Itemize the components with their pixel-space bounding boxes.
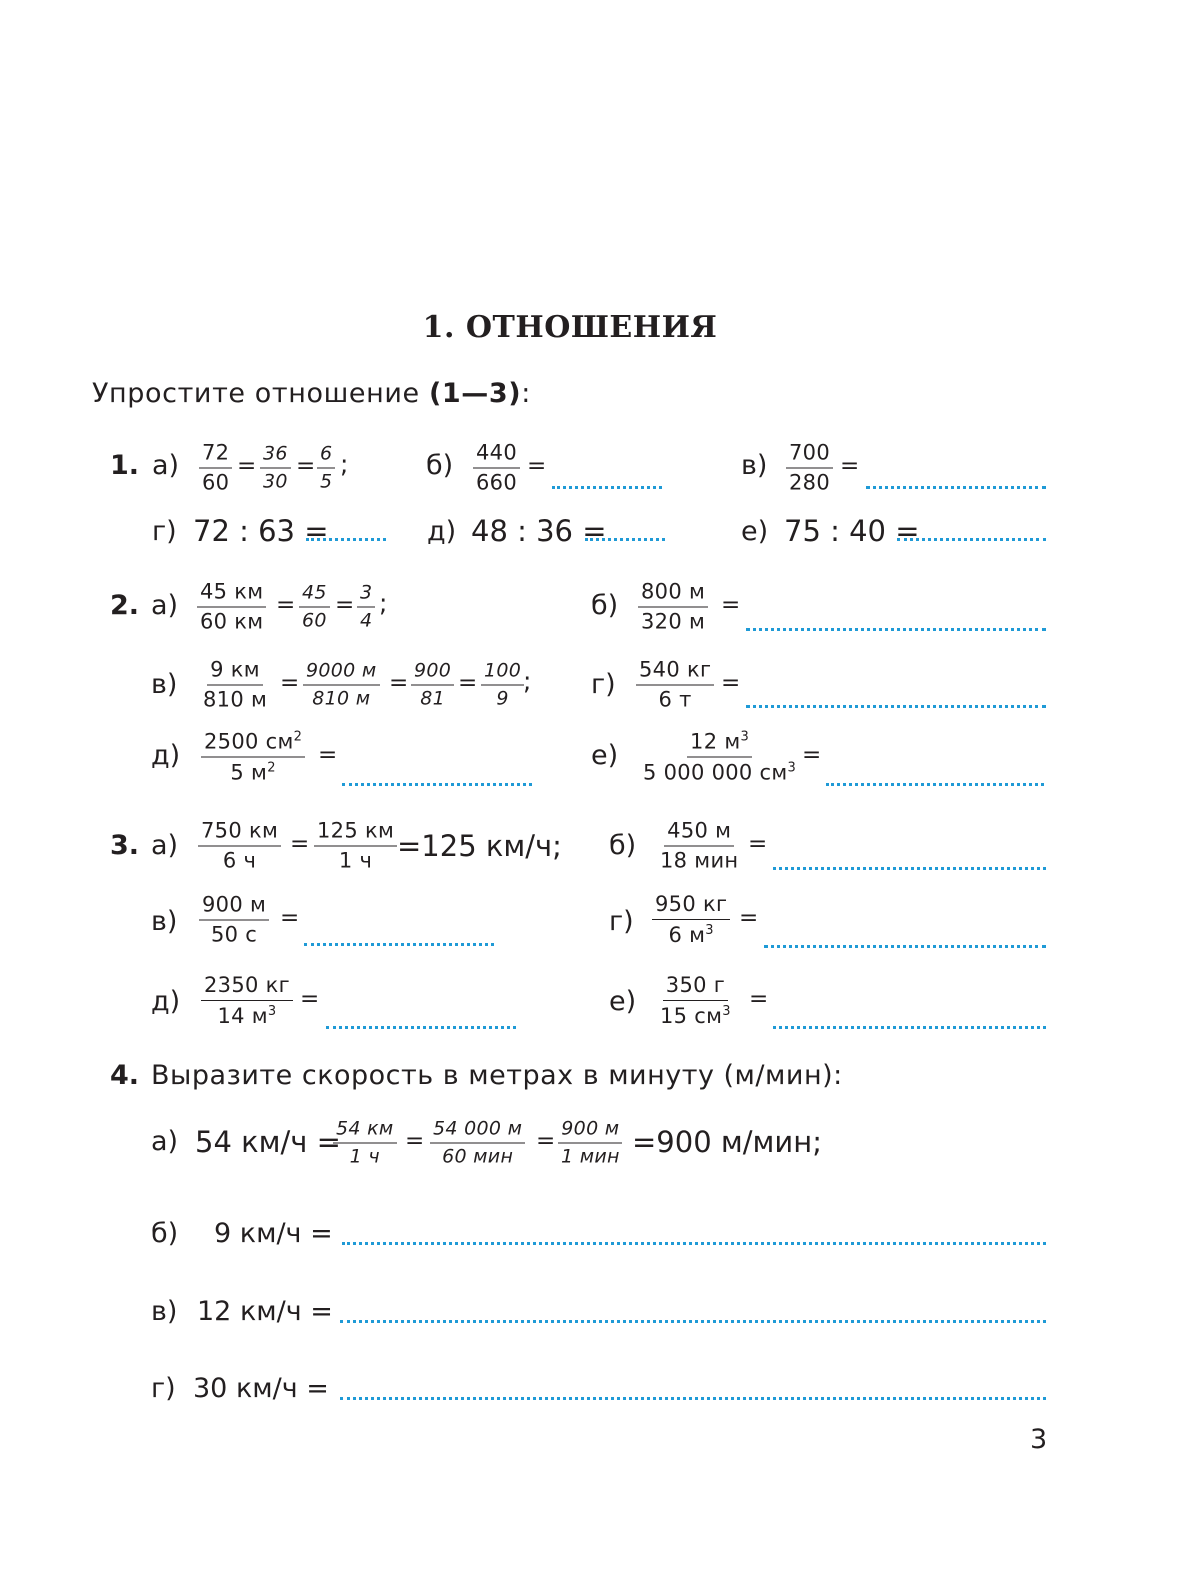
answer-line-1e[interactable] <box>897 538 1046 541</box>
task-4b-label: б) <box>151 1218 179 1249</box>
equals-sign: = <box>389 670 409 696</box>
equals-sign: = <box>280 905 300 931</box>
task-4g-expression: 30 км/ч = <box>193 1373 329 1404</box>
answer-line-3g[interactable] <box>764 945 1046 948</box>
answer-line-3e[interactable] <box>773 1026 1046 1029</box>
semicolon: ; <box>523 666 532 696</box>
task-1g-expression: 72 : 63 = <box>193 514 329 548</box>
fraction: 12 $м^3$ 5 000 000 $см^3$ <box>643 729 797 785</box>
task-2-number: 2. <box>110 590 140 621</box>
task-3-number: 3. <box>110 830 140 861</box>
answer-line-2b[interactable] <box>746 628 1046 631</box>
task-2g-label: г) <box>591 669 616 700</box>
task-3d-label: д) <box>151 986 181 1017</box>
equals-sign: = <box>300 986 320 1012</box>
fraction: 800 м 320 м <box>638 582 708 633</box>
fraction: 9 км 810 м <box>203 657 268 712</box>
equals-sign: = <box>405 1128 425 1154</box>
task-2b-label: б) <box>591 590 619 621</box>
fraction: 900 м 1 мин <box>558 1120 623 1167</box>
task-3v-label: в) <box>151 906 178 937</box>
instruction-text: Упростите отношение <box>92 378 429 409</box>
fraction: 900 м 50 с <box>199 895 269 946</box>
fraction: 54 000 м 60 мин <box>430 1120 525 1167</box>
task-4v-label: в) <box>151 1296 178 1327</box>
equals-sign: = <box>280 670 300 696</box>
task-1-number: 1. <box>110 450 140 481</box>
fraction: 950 кг 6 $м^3$ <box>652 894 730 946</box>
task-4b-expression: 9 км/ч = <box>214 1218 333 1249</box>
task-4a-result: =900 м/мин; <box>632 1125 822 1159</box>
answer-line-1b[interactable] <box>552 486 662 489</box>
answer-line-2d[interactable] <box>342 783 532 786</box>
equals-sign: = <box>739 905 759 931</box>
answer-line-4v[interactable] <box>340 1320 1046 1323</box>
fraction: 2500 $см^2$ 5 $м^2$ <box>201 731 305 784</box>
equals-sign: = <box>749 986 769 1012</box>
task-4g-label: г) <box>151 1373 176 1404</box>
answer-line-3d[interactable] <box>326 1026 516 1029</box>
task-2v-label: в) <box>151 669 178 700</box>
task-4-text: Выразите скорость в метрах в минуту (м/мин): <box>151 1060 843 1091</box>
instruction <box>92 378 531 409</box>
equals-sign: = <box>318 742 338 768</box>
task-1d-label: д) <box>427 516 457 547</box>
task-1e-expression: 75 : 40 = <box>784 514 920 548</box>
fraction: $\frac{36}{30}$ <box>260 445 291 492</box>
fraction: 45 км 60 км <box>197 582 266 633</box>
fraction: $\frac{45}{60}$ <box>299 584 330 631</box>
equals-sign: = <box>527 453 547 479</box>
equals-sign: = <box>237 453 257 479</box>
task-3e-label: е) <box>609 986 637 1017</box>
task-3b-label: б) <box>609 830 637 861</box>
equals-sign: = <box>748 831 768 857</box>
task-1a-label: а) <box>152 450 180 481</box>
task-3g-label: г) <box>609 906 634 937</box>
instruction-range: (1—3) <box>428 378 522 409</box>
fraction: $\frac{72}{60}$ <box>199 443 232 494</box>
equals-sign: = <box>721 670 741 696</box>
answer-line-3b[interactable] <box>773 867 1046 870</box>
fraction: 9000 м 810 м <box>303 662 380 709</box>
fraction: 540 кг 6 т <box>636 660 714 711</box>
fraction: 350 г 15 $см^3$ <box>660 973 731 1028</box>
answer-line-4g[interactable] <box>340 1397 1046 1400</box>
task-2d-label: д) <box>151 740 181 771</box>
instruction-colon: : <box>521 378 531 409</box>
answer-line-4b[interactable] <box>342 1242 1046 1245</box>
fraction: 750 км 6 ч <box>198 821 281 872</box>
fraction: $\frac{900}{81}$ <box>411 662 454 709</box>
fraction: $\frac{3}{4}$ <box>357 584 375 631</box>
equals-sign: = <box>802 742 822 768</box>
equals-sign: = <box>721 592 741 618</box>
fraction: 54 км 1 ч <box>333 1120 397 1167</box>
task-1g-label: г) <box>152 516 177 547</box>
equals-sign: = <box>290 831 310 857</box>
task-1b-label: б) <box>426 450 454 481</box>
fraction: 2350 кг 14 $м^3$ <box>201 975 293 1027</box>
task-2a-label: а) <box>151 590 179 621</box>
answer-line-2g[interactable] <box>746 705 1046 708</box>
section-title: 1. ОТНОШЕНИЯ <box>422 310 718 345</box>
equals-sign: = <box>536 1128 556 1154</box>
fraction: $\frac{6}{5}$ <box>317 445 335 492</box>
task-4-number: 4. <box>110 1060 140 1091</box>
task-3a-label: а) <box>151 830 179 861</box>
page-number: 3 <box>1030 1424 1048 1455</box>
task-4a-label: а) <box>151 1126 179 1157</box>
equals-sign: = <box>335 592 355 618</box>
fraction: $\frac{440}{660}$ <box>473 443 520 494</box>
equals-sign: = <box>276 592 296 618</box>
equals-sign: = <box>840 453 860 479</box>
task-3a-result: =125 км/ч; <box>397 829 562 863</box>
fraction: 125 км 1 ч <box>314 821 397 872</box>
fraction: $\frac{100}{9}$ <box>481 662 524 709</box>
answer-line-1g[interactable] <box>306 538 386 541</box>
fraction: 450 м 18 мин <box>660 818 739 873</box>
equals-sign: = <box>296 453 316 479</box>
task-1e-label: е) <box>741 516 769 547</box>
task-2e-label: е) <box>591 740 619 771</box>
answer-line-1d[interactable] <box>585 538 665 541</box>
task-1d-expression: 48 : 36 = <box>471 514 607 548</box>
answer-line-3v[interactable] <box>304 943 494 946</box>
task-4a-expression: 54 км/ч = <box>195 1125 341 1159</box>
task-1v-label: в) <box>741 450 768 481</box>
semicolon: ; <box>379 588 388 618</box>
answer-line-2e[interactable] <box>826 783 1044 786</box>
fraction: $\frac{700}{280}$ <box>786 443 833 494</box>
task-4v-expression: 12 км/ч = <box>197 1296 333 1327</box>
answer-line-1v[interactable] <box>866 486 1046 489</box>
equals-sign: = <box>458 670 478 696</box>
semicolon: ; <box>340 449 349 479</box>
